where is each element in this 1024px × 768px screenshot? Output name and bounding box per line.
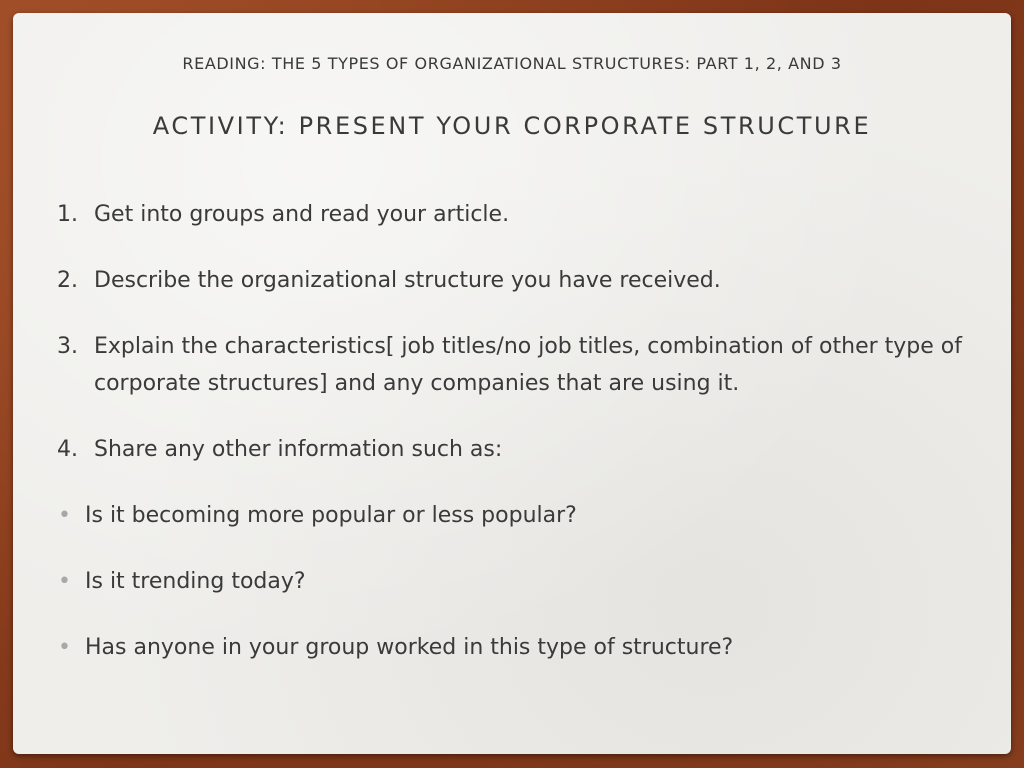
step-text: Get into groups and read your article. bbox=[94, 202, 510, 227]
step-number: 2. bbox=[57, 268, 78, 293]
step-number: 3. bbox=[57, 334, 78, 359]
bullet-text: Is it trending today? bbox=[85, 569, 306, 594]
bullet-icon: • bbox=[58, 503, 71, 528]
step-number: 4. bbox=[57, 437, 78, 462]
slide-title: ACTIVITY: PRESENT YOUR CORPORATE STRUCTURE bbox=[152, 112, 872, 140]
slide-body bbox=[57, 196, 987, 695]
bullet-text: Is it becoming more popular or less popular? bbox=[85, 503, 577, 528]
bullet-item bbox=[57, 629, 987, 666]
step-item bbox=[57, 196, 987, 233]
bullet-item bbox=[57, 563, 987, 600]
step-item bbox=[57, 328, 987, 402]
step-text: Share any other information such as: bbox=[94, 437, 503, 462]
slide-supertitle: READING: THE 5 TYPES OF ORGANIZATIONAL STRUCTURES: PART 1, 2, AND 3 bbox=[182, 54, 842, 73]
step-number: 1. bbox=[57, 202, 78, 227]
bullet-text: Has anyone in your group worked in this type of structure? bbox=[85, 635, 734, 660]
bullet-item bbox=[57, 497, 987, 534]
step-item bbox=[57, 262, 987, 299]
slide bbox=[13, 13, 1011, 754]
bullet-icon: • bbox=[58, 635, 71, 660]
bullet-icon: • bbox=[58, 569, 71, 594]
step-text: Explain the characteristics[ job titles/no job titles, combination of other type of corporate structures] and any companies that are using it. bbox=[94, 334, 962, 396]
step-item bbox=[57, 431, 987, 468]
step-text: Describe the organizational structure you have received. bbox=[94, 268, 721, 293]
